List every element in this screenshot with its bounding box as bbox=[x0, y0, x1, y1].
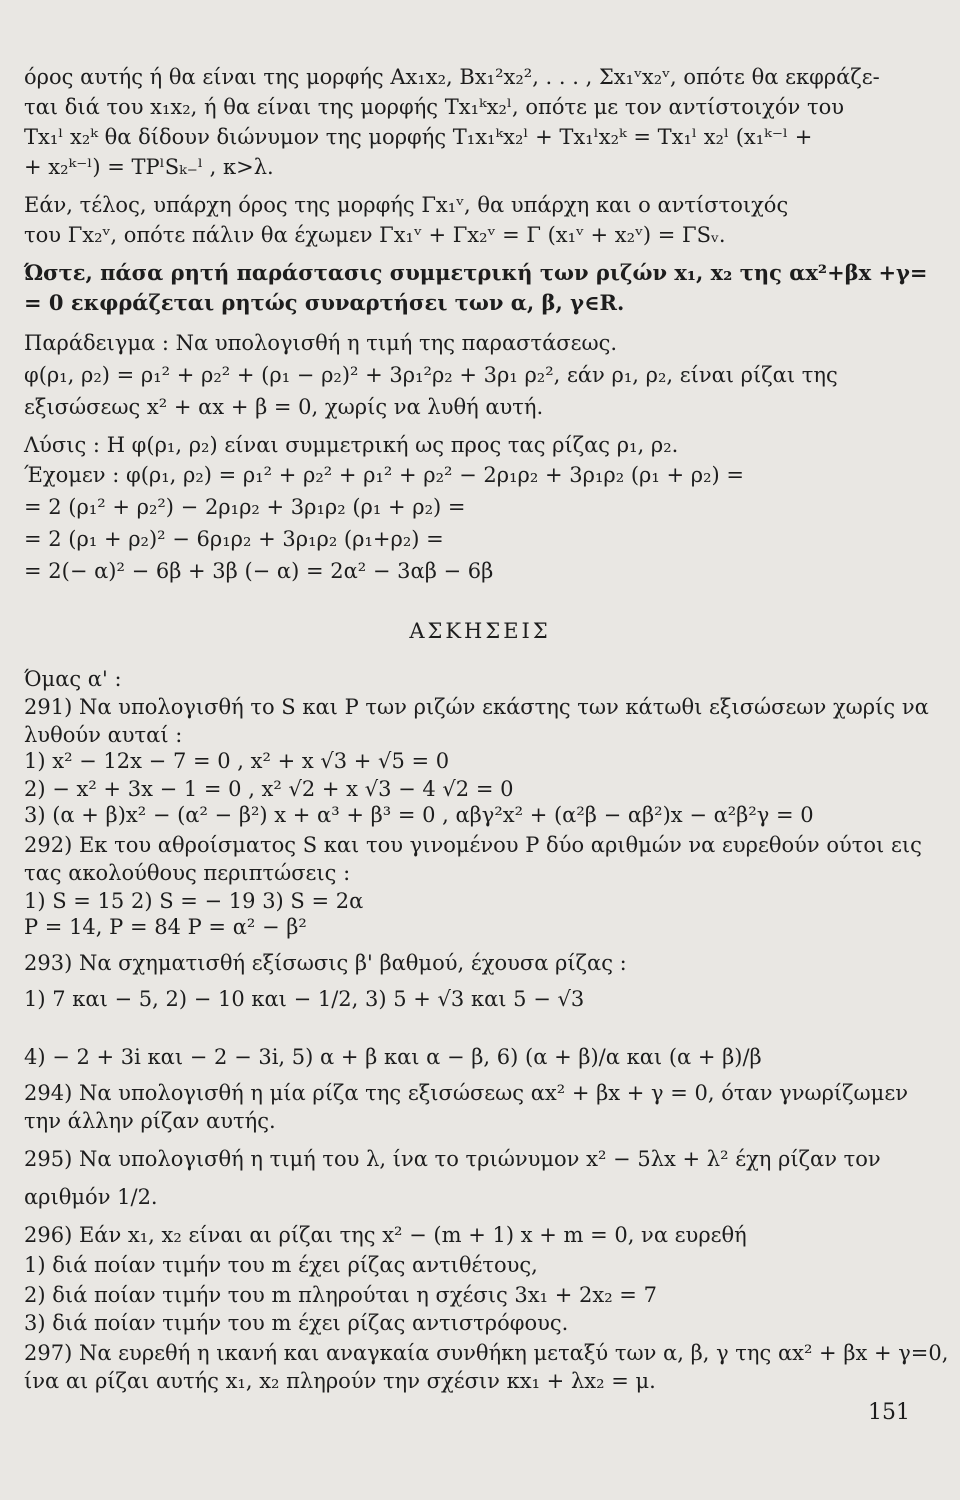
text-line: Παράδειγμα : Να υπολογισθή η τιμή της παραστάσεως. bbox=[24, 331, 618, 355]
text-line: 1) διά ποίαν τιμήν του m έχει ρίζας αντιθέτους, bbox=[24, 1253, 538, 1277]
text-line: 293) Να σχηματισθή εξίσωσις β' βαθμού, έχουσα ρίζας : bbox=[24, 951, 627, 975]
text-line: Έχομεν : φ(ρ₁, ρ₂) = ρ₁² + ρ₂² + ρ₁² + ρ₂² − 2ρ₁ρ₂ + 3ρ₁ρ₂ (ρ₁ + ρ₂) = bbox=[24, 463, 744, 487]
text-line: Ώστε, πάσα ρητή παράστασις συμμετρική των ριζών x₁, x₂ της αx²+βx +γ= bbox=[24, 260, 928, 285]
text-line: την άλλην ρίζαν αυτής. bbox=[24, 1109, 276, 1133]
text-line: Εάν, τέλος, υπάρχη όρος της μορφής Γx₁ᵛ, θα υπάρχη και ο αντίστοιχός bbox=[24, 193, 789, 217]
text-line: = 0 εκφράζεται ρητώς συναρτήσει των α, β, γ∈R. bbox=[24, 290, 625, 315]
text-line: = 2 (ρ₁² + ρ₂²) − 2ρ₁ρ₂ + 3ρ₁ρ₂ (ρ₁ + ρ₂) = bbox=[24, 495, 466, 519]
text-line: όρος αυτής ή θα είναι της μορφής Αx₁x₂, Βx₁²x₂², . . . , Σx₁ᵛx₂ᵛ, οπότε θα εκφράζε- bbox=[24, 65, 880, 89]
text-line: 291) Να υπολογισθή το S και Ρ των ριζών εκάστης των κάτωθι εξισώσεων χωρίς να bbox=[24, 695, 929, 719]
text-line: 3) διά ποίαν τιμήν του m έχει ρίζας αντιστρόφους. bbox=[24, 1311, 569, 1335]
text-line: 294) Να υπολογισθή η μία ρίζα της εξισώσεως αx² + βx + γ = 0, όταν γνωρίζωμεν bbox=[24, 1081, 908, 1105]
text-line: Όμας α' : bbox=[24, 667, 122, 691]
text-line: 297) Να ευρεθή η ικανή και αναγκαία συνθήκη μεταξύ των α, β, γ της αx² + βx + γ=0, bbox=[24, 1341, 949, 1365]
section-heading: ΑΣΚΗΣΕΙΣ bbox=[409, 619, 551, 643]
text-line: = 2(− α)² − 6β + 3β (− α) = 2α² − 3αβ − 6β bbox=[24, 559, 494, 583]
text-line: = 2 (ρ₁ + ρ₂)² − 6ρ₁ρ₂ + 3ρ₁ρ₂ (ρ₁+ρ₂) = bbox=[24, 527, 444, 551]
text-line: 1) S = 15 2) S = − 19 3) S = 2α bbox=[24, 889, 364, 913]
text-line: ίνα αι ρίζαι αυτής x₁, x₂ πληρούν την σχέσιν κx₁ + λx₂ = μ. bbox=[24, 1369, 656, 1393]
text-line: 296) Εάν x₁, x₂ είναι αι ρίζαι της x² − (m + 1) x + m = 0, να ευρεθή bbox=[24, 1223, 747, 1247]
text-line: Τx₁ˡ x₂ᵏ θα δίδουν διώνυμον της μορφής Τ₁x₁ᵏx₂ˡ + Τx₁ˡx₂ᵏ = Τx₁ˡ x₂ˡ (x₁ᵏ⁻ˡ + bbox=[24, 125, 813, 149]
text-line: ται διά του x₁x₂, ή θα είναι της μορφής Τx₁ᵏx₂ˡ, οπότε με τον αντίστοιχόν του bbox=[24, 95, 845, 119]
text-line: 292) Εκ του αθροίσματος S και του γινομένου Ρ δύο αριθμών να ευρεθούν ούτοι εις bbox=[24, 833, 922, 857]
text-line: εξισώσεως x² + αx + β = 0, χωρίς να λυθή αυτή. bbox=[24, 395, 544, 419]
text-line: 1) x² − 12x − 7 = 0 , x² + x √3 + √5 = 0 bbox=[24, 749, 450, 773]
text-line: λυθούν αυταί : bbox=[24, 723, 183, 747]
text-line: αριθμόν 1/2. bbox=[24, 1185, 158, 1209]
text-line: του Γx₂ᵛ, οπότε πάλιν θα έχωμεν Γx₁ᵛ + Γx₂ᵛ = Γ (x₁ᵛ + x₂ᵛ) = ΓSᵥ. bbox=[24, 223, 726, 247]
text-line: P = 14, P = 84 P = α² − β² bbox=[24, 915, 307, 939]
text-line: 4) − 2 + 3i και − 2 − 3i, 5) α + β και α − β, 6) (α + β)/α και (α + β)/β bbox=[24, 1045, 762, 1069]
text-line: Λύσις : Η φ(ρ₁, ρ₂) είναι συμμετρική ως προς τας ρίζας ρ₁, ρ₂. bbox=[24, 433, 679, 457]
page-number: 151 bbox=[868, 1400, 910, 1425]
text-line: τας ακολούθους περιπτώσεις : bbox=[24, 861, 351, 885]
text-line: 2) − x² + 3x − 1 = 0 , x² √2 + x √3 − 4 √2 = 0 bbox=[24, 777, 514, 801]
text-line: 295) Να υπολογισθή η τιμή του λ, ίνα το τριώνυμον x² − 5λx + λ² έχη ρίζαν τον bbox=[24, 1147, 881, 1171]
text-line: 3) (α + β)x² − (α² − β²) x + α³ + β³ = 0 , αβγ²x² + (α²β − αβ²)x − α²β²γ = 0 bbox=[24, 803, 814, 827]
text-line: φ(ρ₁, ρ₂) = ρ₁² + ρ₂² + (ρ₁ − ρ₂)² + 3ρ₁²ρ₂ + 3ρ₁ ρ₂², εάν ρ₁, ρ₂, είναι ρίζαι της bbox=[24, 363, 838, 387]
text-line: 1) 7 και − 5, 2) − 10 και − 1/2, 3) 5 + √3 και 5 − √3 bbox=[24, 987, 585, 1011]
text-line: + x₂ᵏ⁻ˡ) = ΤΡˡSₖ₋ˡ , κ>λ. bbox=[24, 155, 274, 179]
text-line: 2) διά ποίαν τιμήν του m πληρούται η σχέσις 3x₁ + 2x₂ = 7 bbox=[24, 1283, 657, 1307]
